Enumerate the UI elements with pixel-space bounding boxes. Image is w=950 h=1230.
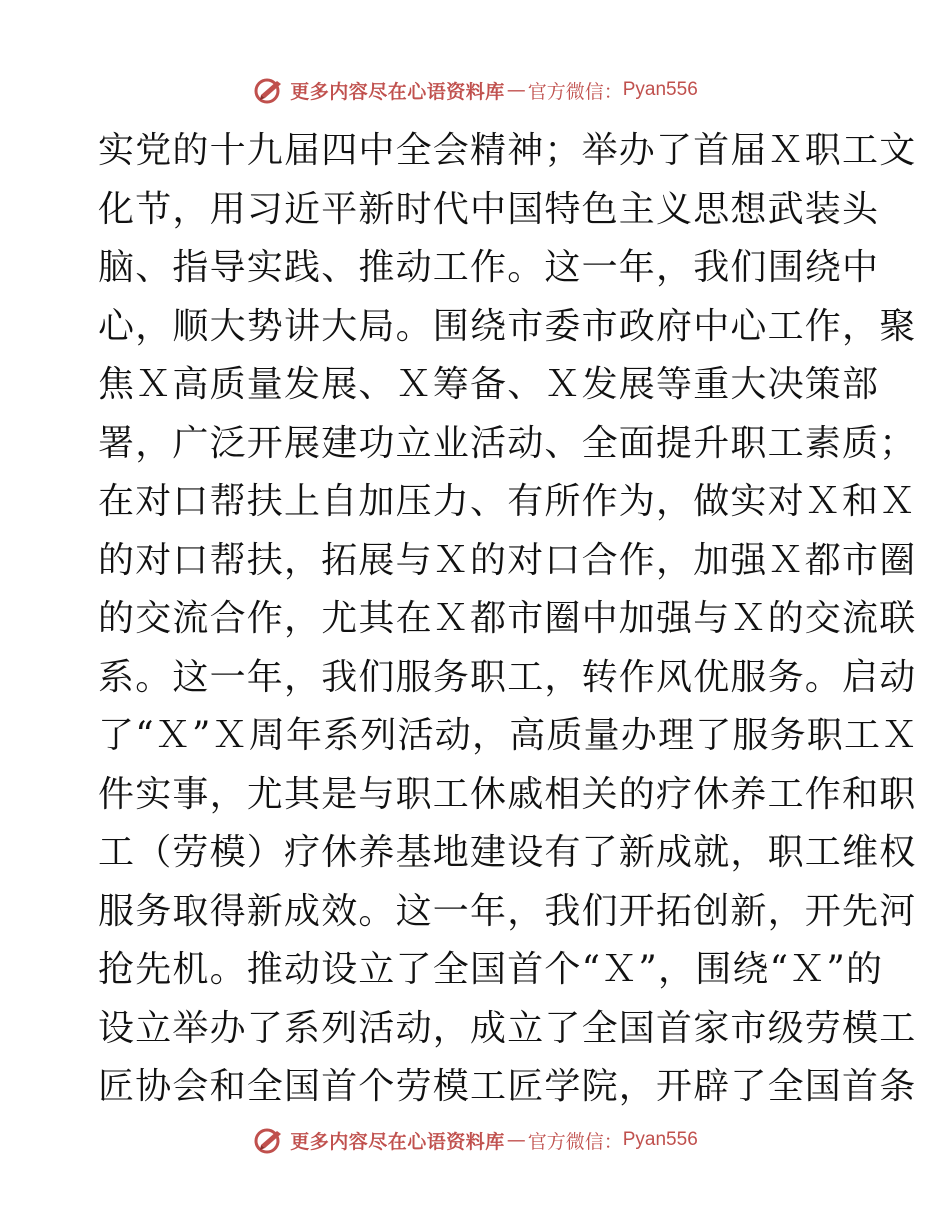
pen-circle-logo-icon: [252, 1125, 286, 1155]
text-line: 了“Ｘ”Ｘ周年系列活动，高质量办理了服务职工Ｘ: [98, 715, 919, 756]
text-line: 设立举办了系列活动，成立了全国首家市级劳模工: [98, 1007, 917, 1049]
text-line: 系。这一年，我们服务职工，转作风优服务。启动: [98, 656, 917, 698]
watermark-wechat-id: Pyan556: [622, 1129, 698, 1150]
watermark-footer: [0, 1120, 950, 1160]
text-line: 脑、指导实践、推动工作。这一年，我们围绕中: [98, 247, 880, 288]
text-line: 心，顺大势讲大局。围绕市委市政府中心工作，聚: [98, 305, 917, 347]
text-line: 焦Ｘ高质量发展、Ｘ筹备、Ｘ发展等重大决策部: [98, 364, 880, 405]
text-line: 化节，用习近平新时代中国特色主义思想武装头: [98, 188, 880, 230]
text-line: 抢先机。推动设立了全国首个“Ｘ”，围绕“Ｘ”的: [98, 949, 884, 990]
watermark-dash: —: [506, 1129, 526, 1151]
watermark-official-label: 官方微信：: [527, 80, 623, 103]
watermark-main-text: 更多内容尽在心语资料库: [290, 1130, 505, 1153]
text-line: 工（劳模）疗休养基地建设有了新成就，职工维权: [98, 832, 917, 873]
text-line: 实党的十九届四中全会精神；举办了首届Ｘ职工文: [98, 130, 917, 171]
watermark-official-label: 官方微信：: [527, 1130, 623, 1153]
text-line: 匠协会和全国首个劳模工匠学院，开辟了全国首条: [98, 1066, 917, 1107]
document-body: [98, 122, 919, 1117]
text-line: 的交流合作，尤其在Ｘ都市圈中加强与Ｘ的交流联: [98, 598, 917, 639]
text-line: 在对口帮扶上自加压力、有所作为，做实对Ｘ和Ｘ: [98, 481, 917, 522]
watermark-dash: —: [506, 79, 526, 101]
watermark-wechat-id: Pyan556: [622, 79, 698, 100]
pen-circle-logo-icon: [252, 75, 286, 105]
watermark-header: [0, 70, 950, 110]
watermark-main-text: 更多内容尽在心语资料库: [290, 80, 505, 103]
text-line: 署，广泛开展建功立业活动、全面提升职工素质；: [98, 422, 917, 464]
text-line: 服务取得新成效。这一年，我们开拓创新，开先河: [98, 890, 917, 932]
text-line: 的对口帮扶，拓展与Ｘ的对口合作，加强Ｘ都市圈: [98, 539, 917, 581]
text-line: 件实事，尤其是与职工休戚相关的疗休养工作和职: [98, 773, 917, 815]
